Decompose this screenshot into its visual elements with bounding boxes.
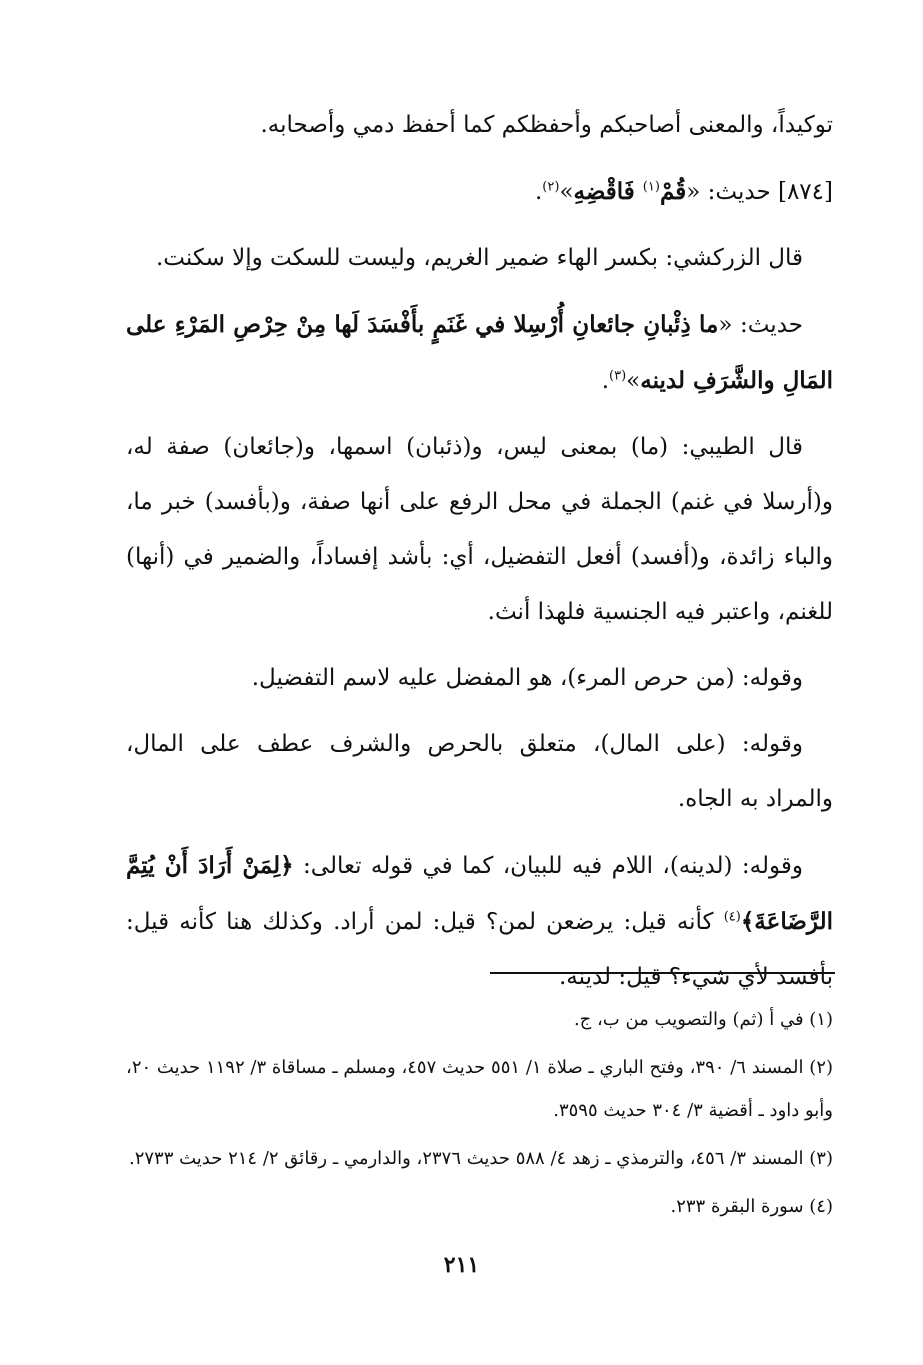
hadith-874-close: » <box>559 179 574 205</box>
comment-min-hirs-text: وقوله: (من حرص المرء)، هو المفضل عليه لاسم التفضيل. <box>251 665 803 691</box>
comment-lidinihi-rest: كأنه قيل: يرضعن لمن؟ قيل: لمن أراد. وكذلك هنا كأنه قيل: بأفسد لأي شيء؟ قيل: لدينه. <box>126 909 833 990</box>
footnote-ref-1: (١) <box>642 179 660 195</box>
zarkashi-comment <box>126 231 833 286</box>
footnote-ref-4: (٤) <box>723 909 741 925</box>
page-number: ٢١١ <box>443 1252 480 1278</box>
footnote-1: (١) في أ (ثم) والتصويب من ب، ج. <box>573 1009 833 1030</box>
hadith-874-entry <box>126 164 833 220</box>
comment-lidinihi <box>126 838 833 1005</box>
footnote-ref-2: (٢) <box>542 179 560 195</box>
hadith-wolves-close: » <box>626 368 641 394</box>
hadith-wolves-text: ما ذِئْبانِ جائعانِ أُرْسِلا في غَنَمٍ بأَفْسَدَ لَها مِنْ حِرْصِ المَرْءِ على المَالِ والشَّرَفِ لدينه <box>126 311 833 394</box>
comment-ala-almal-text: وقوله: (على المال)، متعلق بالحرص والشرف عطف على المال، والمراد به الجاه. <box>126 731 833 812</box>
hadith-874-prefix: [٨٧٤] حديث: « <box>686 179 833 205</box>
hadith-874-word-a: قُمْ <box>659 178 687 205</box>
hadith-874-word-b: فَاقْضِهِ <box>573 178 643 205</box>
hadith-874-end: . <box>534 179 543 205</box>
hadith-wolves-entry <box>126 297 833 409</box>
comment-min-hirs <box>126 651 833 706</box>
footnote-separator <box>490 972 835 974</box>
paragraph-1-text: توكيداً، والمعنى أصاحبكم وأحفظكم كما أحفظ دمي وأصحابه. <box>260 112 833 138</box>
quran-quote: ﴿لِمَنْ أَرَادَ أَنْ يُتِمَّ الرَّضَاعَةَ﴾ <box>126 852 833 935</box>
footnote-ref-3: (٣) <box>609 368 627 384</box>
footnote-2: (٢) المسند ٦/ ٣٩٠، وفتح الباري ـ صلاة ١/ ٥٥١ حديث ٤٥٧، ومسلم ـ مساقاة ٣/ ١١٩٢ حديث ٢٠، وأبو داود ـ أقضية ٣/ ٣٠٤ حديث ٣٥٩٥. <box>126 1057 834 1121</box>
footnote-4: (٤) سورة البقرة ٢٣٣. <box>670 1196 833 1217</box>
hadith-wolves-prefix: حديث: « <box>718 312 803 338</box>
comment-ala-almal <box>126 717 833 827</box>
main-text <box>126 98 833 1016</box>
zarkashi-comment-text: قال الزركشي: بكسر الهاء ضمير الغريم، وليست للسكت وإلا سكنت. <box>155 245 803 271</box>
hadith-wolves-end: . <box>601 368 610 394</box>
tibi-comment-text: قال الطيبي: (ما) بمعنى ليس، و(ذئبان) اسمها، و(جائعان) صفة له، و(أرسلا في غنم) الجملة في محل الرفع على أنها صفة، و(بأفسد) خبر ما، والباء زائدة، و(أفسد) أفعل التفضيل، أي: بأشد إفساداً، والضمير في (أنها) للغنم، واعتبر فيه الجنسية فلهذا أنث. <box>126 434 834 625</box>
footnotes <box>126 998 833 1233</box>
paragraph-1 <box>126 98 833 153</box>
tibi-comment <box>126 420 833 640</box>
comment-lidinihi-prefix: وقوله: (لدينه)، اللام فيه للبيان، كما في قوله تعالى: <box>293 853 804 879</box>
footnote-3: (٣) المسند ٣/ ٤٥٦، والترمذي ـ زهد ٤/ ٥٨٨ حديث ٢٣٧٦، والدارمي ـ رقائق ٢/ ٢١٤ حديث ٢٧٣٣. <box>128 1148 833 1169</box>
